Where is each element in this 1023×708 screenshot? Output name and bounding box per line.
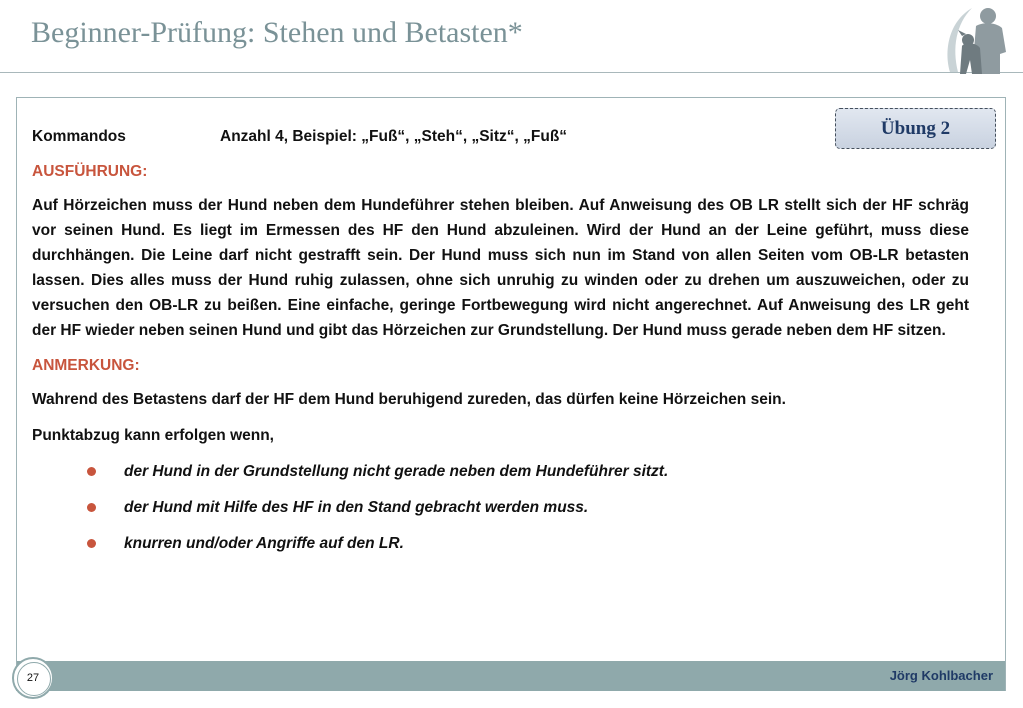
deduction-intro: Punktabzug kann erfolgen wenn,	[32, 427, 274, 444]
exercise-description	[32, 124, 969, 567]
bullet-dot-icon	[87, 503, 96, 512]
list-item-text: knurren und/oder Angriffe auf den LR.	[124, 535, 404, 552]
kommandos-row	[32, 124, 969, 149]
page-number: 27	[26, 672, 40, 684]
list-item	[32, 495, 969, 520]
bullet-dot-icon	[87, 539, 96, 548]
anmerkung-text: Wahrend des Betastens darf der HF dem Hund beruhigend zureden, das dürfen keine Hörzeichen sein.	[32, 391, 786, 408]
title-divider	[0, 72, 1023, 73]
list-item-text: der Hund in der Grundstellung nicht gerade neben dem Hundeführer sitzt.	[124, 463, 669, 480]
section-heading-anmerkung: ANMERKUNG:	[32, 357, 140, 374]
deduction-list	[32, 459, 969, 556]
section-heading-ausfuehrung: AUSFÜHRUNG:	[32, 163, 148, 180]
ausfuehrung-text: Auf Hörzeichen muss der Hund neben dem Hundeführer stehen bleiben. Auf Anweisung des OB LR stellt sich der HF schräg vor seinen Hund. Es liegt im Ermessen des HF den Hund abzuleinen. Wird der Hund an der Leine geführt, muss diese durchhängen. Die Leine darf nicht gestrafft sein. Der Hund muss sich nun im Stand von allen Seiten vom OB-LR betasten lassen. Dies alles muss der Hund ruhig zulassen, ohne sich unruhig zu winden oder zu drehen um auszuweichen, oder zu versuchen den OB-LR zu beißen. Eine einfache, geringe Fortbewegung wird nicht angerechnet. Auf Anweisung des LR geht der HF wieder neben seinen Hund und gibt das Hörzeichen zur Grundstellung. Der Hund muss gerade neben dem HF sitzen.	[32, 197, 969, 339]
footer-bar	[17, 661, 1005, 691]
dog-and-person-logo-icon	[942, 2, 1020, 76]
exercise-badge: Übung 2	[835, 108, 996, 149]
list-item-text: der Hund mit Hilfe des HF in den Stand gebracht werden muss.	[124, 499, 589, 516]
slide-title: Beginner-Prüfung: Stehen und Betasten*	[31, 16, 523, 49]
author-name: Jörg Kohlbacher	[889, 668, 993, 683]
bullet-dot-icon	[87, 467, 96, 476]
list-item	[32, 531, 969, 556]
list-item	[32, 459, 969, 484]
kommandos-value: Anzahl 4, Beispiel: „Fuß“, „Steh“, „Sitz“, „Fuß“	[220, 128, 568, 145]
page-number-badge	[12, 657, 54, 699]
kommandos-label: Kommandos	[32, 128, 126, 145]
